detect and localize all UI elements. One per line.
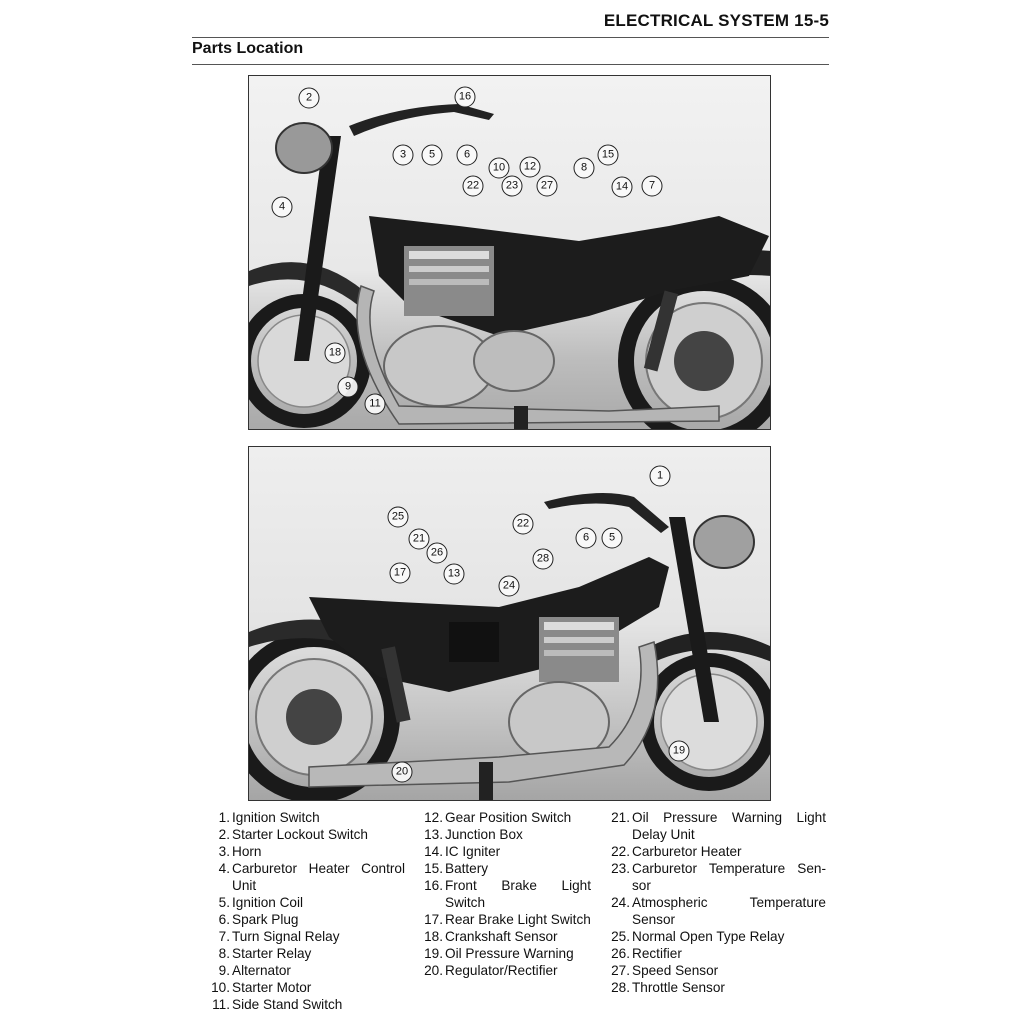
legend-item-number: 2. <box>218 827 230 842</box>
callout-3: 3 <box>393 145 414 166</box>
legend-item-label: Battery <box>445 861 489 876</box>
legend-item <box>423 860 591 877</box>
section-title: Parts Location <box>192 40 304 57</box>
legend-item-number: 7. <box>218 929 230 944</box>
legend-item <box>610 945 826 962</box>
callout-5: 5 <box>422 145 443 166</box>
callout-7: 7 <box>642 176 663 197</box>
callout-21: 21 <box>409 529 430 550</box>
legend-item-number: 27. <box>611 963 630 978</box>
legend-item <box>423 962 591 979</box>
legend-item-label: Rear Brake Light Switch <box>445 912 591 927</box>
legend-item-number: 8. <box>218 946 230 961</box>
callout-14: 14 <box>612 177 633 198</box>
legend-item <box>610 860 826 894</box>
callout-23: 23 <box>502 176 523 197</box>
legend-item-number: 23. <box>611 861 630 876</box>
legend-item-number: 14. <box>424 844 443 859</box>
header-rule <box>192 37 829 38</box>
callout-16: 16 <box>455 87 476 108</box>
callout-1: 1 <box>650 466 671 487</box>
legend-item <box>423 877 591 911</box>
legend-item <box>423 911 591 928</box>
legend-item-label: IC Igniter <box>445 844 501 859</box>
callout-25: 25 <box>388 507 409 528</box>
legend-item <box>423 826 591 843</box>
legend-item-label: Rectifier <box>632 946 682 961</box>
legend-item-label: Speed Sensor <box>632 963 719 978</box>
legend-item-label: Carburetor Heater <box>632 844 742 859</box>
legend-item-label: Oil Pressure Warning <box>445 946 574 961</box>
legend-item-number: 11. <box>212 997 230 1012</box>
legend-item-label: Alternator <box>232 963 291 978</box>
legend-item-number: 13. <box>424 827 443 842</box>
callout-6: 6 <box>576 528 597 549</box>
callout-26: 26 <box>427 543 448 564</box>
legend-item-number: 26. <box>611 946 630 961</box>
legend-item <box>610 894 826 928</box>
section-rule <box>192 64 829 65</box>
callout-8: 8 <box>574 158 595 179</box>
motorcycle-silhouette-right <box>249 447 771 801</box>
legend-item-number: 3. <box>218 844 230 859</box>
legend-item-number: 12. <box>424 810 443 825</box>
legend-item-number: 16. <box>424 878 443 893</box>
legend-item <box>210 809 405 826</box>
callout-20: 20 <box>392 762 413 783</box>
legend-item <box>210 928 405 945</box>
legend-item-number: 20. <box>424 963 443 978</box>
legend-item-label: Side Stand Switch <box>232 997 343 1012</box>
callout-10: 10 <box>489 158 510 179</box>
legend-item-number: 17. <box>424 912 443 927</box>
callout-18: 18 <box>325 343 346 364</box>
legend-item <box>210 826 405 843</box>
motorcycle-photo-right-side <box>248 446 771 801</box>
callout-4: 4 <box>272 197 293 218</box>
legend-item-label: Starter Relay <box>232 946 312 961</box>
legend-item-label: Junction Box <box>445 827 523 842</box>
legend-item-label: Starter Lockout Switch <box>232 827 368 842</box>
legend-item <box>210 843 405 860</box>
legend-item-label: Front Brake Light Switch <box>445 878 591 910</box>
callout-13: 13 <box>444 564 465 585</box>
callout-22: 22 <box>463 176 484 197</box>
motorcycle-photo-left-side <box>248 75 771 430</box>
legend-item-number: 25. <box>611 929 630 944</box>
legend-column-3 <box>610 809 826 996</box>
legend-item-number: 22. <box>611 844 630 859</box>
legend-item-number: 9. <box>218 963 230 978</box>
callout-6: 6 <box>457 145 478 166</box>
legend-item-number: 5. <box>218 895 230 910</box>
legend-item <box>210 911 405 928</box>
legend-item <box>610 928 826 945</box>
callout-12: 12 <box>520 157 541 178</box>
legend-item-number: 18. <box>424 929 443 944</box>
callout-24: 24 <box>499 576 520 597</box>
legend-item <box>423 809 591 826</box>
callout-9: 9 <box>338 377 359 398</box>
legend-item <box>210 996 405 1013</box>
legend-item-label: Carburetor Temperature Sen-sor <box>632 861 826 893</box>
legend-item <box>610 843 826 860</box>
legend-item-number: 6. <box>218 912 230 927</box>
legend-item-label: Regulator/Rectifier <box>445 963 558 978</box>
legend-item-label: Throttle Sensor <box>632 980 725 995</box>
legend-item-number: 1. <box>218 810 230 825</box>
legend-item <box>610 809 826 843</box>
callout-28: 28 <box>533 549 554 570</box>
legend-item-number: 4. <box>218 861 230 876</box>
callout-27: 27 <box>537 176 558 197</box>
legend-item-label: Spark Plug <box>232 912 299 927</box>
callout-17: 17 <box>390 563 411 584</box>
legend-item-number: 15. <box>424 861 443 876</box>
legend-item-number: 28. <box>611 980 630 995</box>
legend-item-number: 24. <box>611 895 630 910</box>
legend-item-label: Crankshaft Sensor <box>445 929 558 944</box>
legend-column-1 <box>210 809 405 1013</box>
callout-5: 5 <box>602 528 623 549</box>
legend-item <box>210 860 405 894</box>
legend-item-number: 21. <box>611 810 630 825</box>
chapter-title: ELECTRICAL SYSTEM 15-5 <box>603 11 829 30</box>
legend-item <box>210 894 405 911</box>
legend-item-label: Horn <box>232 844 262 859</box>
legend-item-label: Ignition Coil <box>232 895 304 910</box>
legend-item-label: Turn Signal Relay <box>232 929 340 944</box>
legend-item-label: Normal Open Type Relay <box>632 929 785 944</box>
legend-item-label: Ignition Switch <box>232 810 320 825</box>
legend-item <box>210 962 405 979</box>
legend-item <box>423 928 591 945</box>
callout-2: 2 <box>299 88 320 109</box>
motorcycle-silhouette-left <box>249 76 771 430</box>
legend-item-label: Atmospheric Temperature Sensor <box>632 895 826 927</box>
legend-item-label: Gear Position Switch <box>445 810 572 825</box>
legend-item <box>610 979 826 996</box>
legend-item-number: 10. <box>211 980 230 995</box>
legend-item-label: Carburetor Heater Control Unit <box>232 861 405 893</box>
legend-item <box>423 843 591 860</box>
legend-item-label: Starter Motor <box>232 980 312 995</box>
callout-22: 22 <box>513 514 534 535</box>
callout-19: 19 <box>669 741 690 762</box>
legend-item <box>423 945 591 962</box>
legend-column-2 <box>423 809 591 979</box>
legend-item <box>210 945 405 962</box>
legend-item-number: 19. <box>424 946 443 961</box>
legend-item <box>210 979 405 996</box>
legend-item <box>610 962 826 979</box>
legend-item-label: Oil Pressure Warning Light Delay Unit <box>632 810 826 842</box>
callout-11: 11 <box>365 394 386 415</box>
callout-15: 15 <box>598 145 619 166</box>
